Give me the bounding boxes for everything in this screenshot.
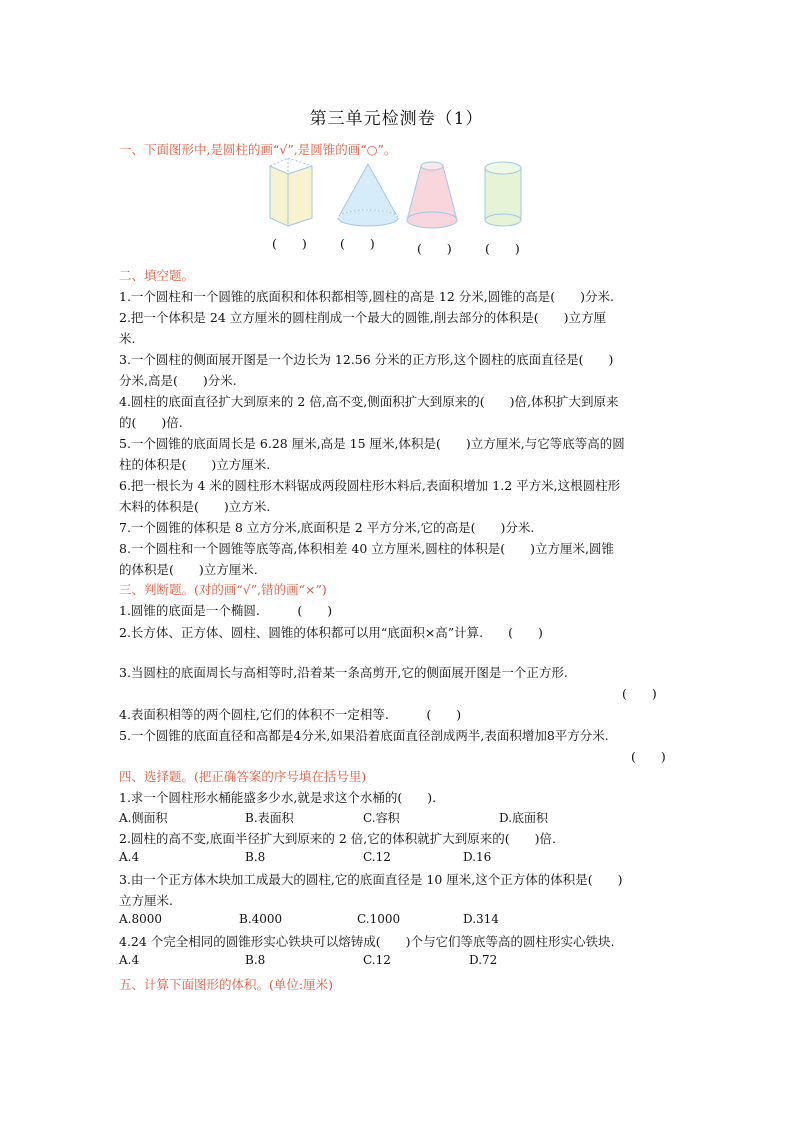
choice-q3-line-2: 立方厘米.: [119, 893, 173, 908]
judge-line-1: 1.圆锥的底面是一个椭圆. ( ): [119, 603, 333, 618]
choice-q3-option-c[interactable]: C.1000: [357, 912, 401, 926]
cylinder-icon: [485, 162, 521, 226]
choice-q1-option-d[interactable]: D.底面积: [499, 811, 549, 825]
fill-line-7: 的( )倍.: [119, 415, 183, 430]
choice-q4: 4.24 个完全相同的圆锥形实心铁块可以熔铸成( )个与它们等底等高的圆柱形实心铁块.: [119, 934, 615, 949]
choice-q3-option-d[interactable]: D.314: [463, 912, 499, 926]
choice-q2-option-a[interactable]: A.4: [119, 850, 140, 864]
answer-paren-2[interactable]: ( ): [340, 236, 375, 251]
page-title: 第三单元检测卷（1）: [309, 109, 484, 129]
choice-q1-option-b[interactable]: B.表面积: [245, 811, 294, 825]
choice-q2-option-c[interactable]: C.12: [363, 850, 391, 864]
section-3-heading: 三、判断题。(对的画“√”,错的画“×”): [119, 582, 327, 597]
choice-q4-option-a[interactable]: A.4: [119, 953, 140, 967]
frustum-icon: [407, 162, 457, 228]
choice-q3-option-a[interactable]: A.8000: [119, 912, 163, 926]
choice-q3-option-b[interactable]: B.4000: [239, 912, 283, 926]
cone-icon: [338, 164, 398, 226]
choice-q4-option-d[interactable]: D.72: [469, 953, 498, 967]
answer-paren-3[interactable]: ( ): [417, 241, 452, 256]
choice-q1: 1.求一个圆柱形水桶能盛多少水,就是求这个水桶的( ).: [119, 790, 437, 805]
fill-line-4: 3.一个圆柱的侧面展开图是一个边长为 12.56 分米的正方形,这个圆柱的底面直径是( ): [119, 352, 614, 367]
section-5-heading: 五、计算下面图形的体积。(单位:厘米): [119, 977, 333, 992]
fill-line-9: 柱的体积是( )立方厘米.: [119, 457, 271, 472]
judge-line-4: 4.表面积相等的两个圆柱,它们的体积不一定相等. ( ): [119, 707, 462, 722]
section-4-heading: 四、选择题。(把正确答案的序号填在括号里): [119, 769, 367, 784]
fill-line-11: 木料的体积是( )立方米.: [119, 499, 271, 514]
fill-line-5: 分米,高是( )分米.: [119, 373, 237, 388]
choice-q1-option-a[interactable]: A.侧面积: [119, 811, 168, 825]
fill-line-10: 6.把一根长为 4 米的圆柱形木料锯成两段圆柱形木料后,表面积增加 1.2 平方米,这根圆柱形: [119, 478, 621, 493]
judge-line-2: 2.长方体、正方体、圆柱、圆锥的体积都可以用“底面积×高”计算. ( ): [119, 625, 543, 640]
choice-q4-option-b[interactable]: B.8: [245, 953, 266, 967]
judge-line-5-paren[interactable]: ( ): [631, 749, 666, 764]
fill-line-13: 8.一个圆柱和一个圆锥等底等高,体积相差 40 立方厘米,圆柱的体积是( )立方厘米,圆锥: [119, 541, 614, 556]
fill-line-14: 的体积是( )立方厘米.: [119, 562, 258, 577]
section-2-heading: 二、填空题。: [119, 268, 195, 283]
answer-paren-1[interactable]: ( ): [272, 236, 307, 251]
answer-paren-4[interactable]: ( ): [485, 241, 520, 256]
fill-line-3: 米.: [119, 331, 136, 346]
choice-q3-line-1: 3.由一个正方体木块加工成最大的圆柱,它的底面直径是 10 厘米,这个正方体的体积是( ): [119, 872, 623, 887]
judge-line-3: 3.当圆柱的底面周长与高相等时,沿着某一条高剪开,它的侧面展开图是一个正方形.: [119, 665, 568, 680]
choice-q1-option-c[interactable]: C.容积: [363, 811, 400, 825]
judge-line-3-paren[interactable]: ( ): [622, 686, 657, 701]
section-1-heading: 一、下面图形中,是圆柱的画“√”,是圆锥的画“○”。: [119, 142, 397, 157]
fill-line-8: 5.一个圆锥的底面周长是 6.28 厘米,高是 15 厘米,体积是( )立方厘米,与它等底等高的圆: [119, 436, 625, 451]
prism-icon: [270, 158, 312, 226]
fill-line-6: 4.圆柱的底面直径扩大到原来的 2 倍,高不变,侧面积扩大到原来的( )倍,体积扩大到原来: [119, 394, 619, 409]
choice-q2-option-b[interactable]: B.8: [245, 850, 266, 864]
choice-q2: 2.圆柱的高不变,底面半径扩大到原来的 2 倍,它的体积就扩大到原来的( )倍.: [119, 831, 557, 846]
fill-line-1: 1.一个圆柱和一个圆锥的底面积和体积都相等,圆柱的高是 12 分米,圆锥的高是( )分米.: [119, 289, 614, 304]
judge-line-5: 5.一个圆锥的底面直径和高都是4分米,如果沿着底面直径剖成两半,表面积增加8平方分米.: [119, 728, 609, 743]
fill-line-12: 7.一个圆锥的体积是 8 立方分米,底面积是 2 平方分米,它的高是( )分米.: [119, 520, 535, 535]
choice-q2-option-d[interactable]: D.16: [463, 850, 492, 864]
fill-line-2: 2.把一个体积是 24 立方厘米的圆柱削成一个最大的圆锥,削去部分的体积是( )立方厘: [119, 310, 607, 325]
choice-q4-option-c[interactable]: C.12: [363, 953, 391, 967]
